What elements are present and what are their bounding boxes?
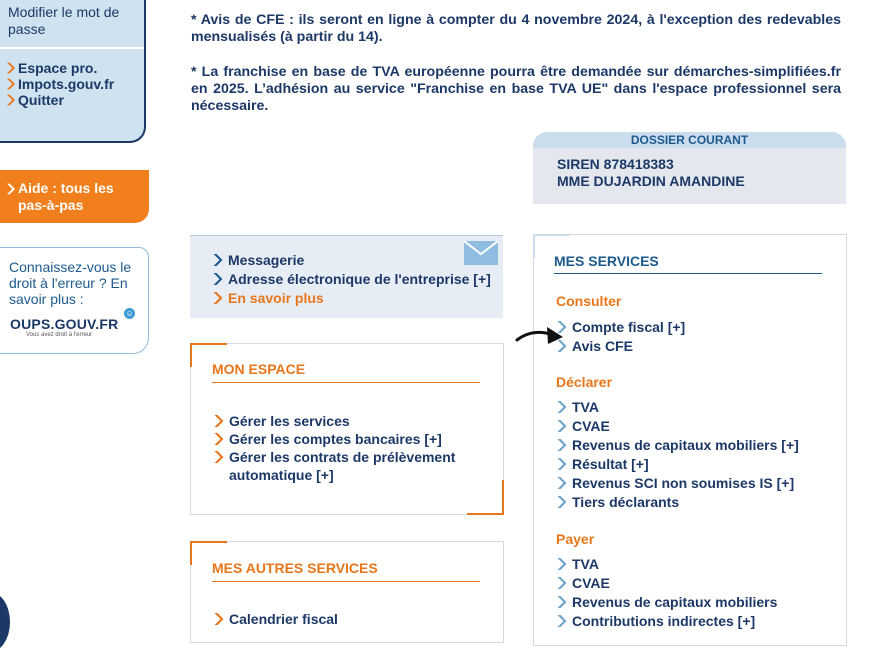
aide-label: Aide : tous les pas-à-pas bbox=[18, 180, 114, 213]
aide-pas-a-pas-button[interactable] bbox=[0, 170, 149, 223]
avis-cfe-link[interactable]: Avis CFE bbox=[556, 337, 685, 356]
corner-decoration bbox=[467, 480, 504, 515]
mon-espace-title: MON ESPACE bbox=[212, 361, 306, 377]
gerer-services-link[interactable]: Gérer les services bbox=[213, 412, 479, 430]
declarer-tva-link[interactable]: TVA bbox=[556, 398, 799, 417]
chevron-right-icon bbox=[556, 401, 567, 413]
payer-rcm-link[interactable]: Revenus de capitaux mobiliers bbox=[556, 593, 777, 612]
pointer-arrow-icon bbox=[515, 324, 567, 346]
oups-tagline: Vous avez droit à l'erreur bbox=[26, 332, 93, 338]
payer-tva-link[interactable]: TVA bbox=[556, 555, 777, 574]
calendrier-fiscal-link[interactable]: Calendrier fiscal bbox=[213, 610, 338, 628]
dossier-siren: SIREN 878418383 bbox=[557, 156, 674, 172]
dossier-name: MME DUJARDIN AMANDINE bbox=[557, 173, 745, 189]
droit-erreur-question: Connaissez-vous le droit à l'erreur ? En savoir plus : bbox=[9, 259, 132, 307]
declarer-cvae-link[interactable]: CVAE bbox=[556, 417, 799, 436]
declarer-rcm-link[interactable]: Revenus de capitaux mobiliers [+] bbox=[556, 436, 799, 455]
chevron-right-icon bbox=[6, 94, 15, 106]
envelope-icon bbox=[464, 241, 498, 265]
messagerie-link[interactable]: Messagerie bbox=[212, 251, 491, 270]
chevron-right-icon bbox=[212, 273, 223, 285]
payer-contributions-link[interactable]: Contributions indirectes [+] bbox=[556, 612, 777, 631]
chevron-right-icon bbox=[6, 183, 15, 195]
sidebar-link-espace-pro[interactable]: Espace pro. bbox=[6, 60, 114, 76]
chevron-right-icon bbox=[556, 496, 567, 508]
gerer-comptes-bancaires-link[interactable]: Gérer les comptes bancaires [+] bbox=[213, 430, 479, 448]
notice-cfe: * Avis de CFE : ils seront en ligne à compter du 4 novembre 2024, à l'exception des redevables mensualisés (à partir du 14). bbox=[191, 12, 841, 45]
declarer-tiers-link[interactable]: Tiers déclarants bbox=[556, 493, 799, 512]
chevron-right-icon bbox=[6, 78, 15, 90]
chevron-right-icon bbox=[556, 558, 567, 570]
modify-password-link[interactable]: Modifier le mot de passe bbox=[8, 4, 120, 37]
payer-cvae-link[interactable]: CVAE bbox=[556, 574, 777, 593]
oups-logo[interactable]: OUPS.GOUV.FR bbox=[10, 316, 119, 332]
title-underline bbox=[212, 581, 480, 582]
chevron-right-icon bbox=[556, 477, 567, 489]
sidebar-panel bbox=[0, 0, 146, 143]
chevron-right-icon bbox=[213, 451, 224, 463]
chevron-right-icon bbox=[556, 615, 567, 627]
en-savoir-plus-link[interactable]: En savoir plus bbox=[212, 289, 491, 308]
sidebar-link-quitter[interactable]: Quitter bbox=[6, 92, 114, 108]
chevron-right-icon bbox=[6, 62, 15, 74]
chevron-right-icon bbox=[556, 420, 567, 432]
chevron-right-icon bbox=[556, 596, 567, 608]
mes-autres-services-title: MES AUTRES SERVICES bbox=[212, 560, 378, 576]
mes-autres-services-box bbox=[190, 541, 504, 643]
droit-erreur-panel[interactable] bbox=[0, 247, 149, 354]
decorative-corner bbox=[0, 592, 10, 652]
mon-espace-box bbox=[190, 343, 504, 515]
notice-franchise-tva: * La franchise en base de TVA européenne pourra être demandée sur démarches-simplifiées.fr en 2025. L’adhésion au service "Franchise en base TVA UE" dans l'espace professionnel sera nécessaire. bbox=[191, 64, 841, 114]
chevron-right-icon bbox=[213, 613, 224, 625]
declarer-heading: Déclarer bbox=[556, 374, 613, 390]
messagerie-box bbox=[190, 235, 503, 318]
chevron-right-icon bbox=[556, 458, 567, 470]
chevron-right-icon bbox=[213, 415, 224, 427]
chevron-right-icon bbox=[213, 433, 224, 445]
dossier-header: DOSSIER COURANT bbox=[533, 132, 846, 148]
oups-badge-icon: ☺ bbox=[125, 309, 134, 318]
chevron-right-icon bbox=[556, 439, 567, 451]
chevron-right-icon bbox=[212, 292, 223, 304]
title-underline bbox=[554, 273, 822, 274]
chevron-right-icon bbox=[212, 254, 223, 266]
adresse-electronique-link[interactable]: Adresse électronique de l'entreprise [+] bbox=[212, 270, 491, 289]
compte-fiscal-link[interactable]: Compte fiscal [+] bbox=[556, 318, 685, 337]
mes-services-title: MES SERVICES bbox=[554, 253, 659, 269]
title-underline bbox=[212, 382, 480, 383]
chevron-right-icon bbox=[556, 577, 567, 589]
consulter-heading: Consulter bbox=[556, 293, 622, 309]
declarer-sci-link[interactable]: Revenus SCI non soumises IS [+] bbox=[556, 474, 799, 493]
dossier-courant bbox=[533, 132, 846, 204]
mes-services-box bbox=[533, 234, 847, 646]
gerer-contrats-prelevement-link[interactable]: Gérer les contrats de prélèvement automatique [+] bbox=[213, 448, 479, 484]
sidebar-separator bbox=[0, 47, 144, 49]
declarer-resultat-link[interactable]: Résultat [+] bbox=[556, 455, 799, 474]
payer-heading: Payer bbox=[556, 531, 595, 547]
sidebar-link-impots[interactable]: Impots.gouv.fr bbox=[6, 76, 114, 92]
